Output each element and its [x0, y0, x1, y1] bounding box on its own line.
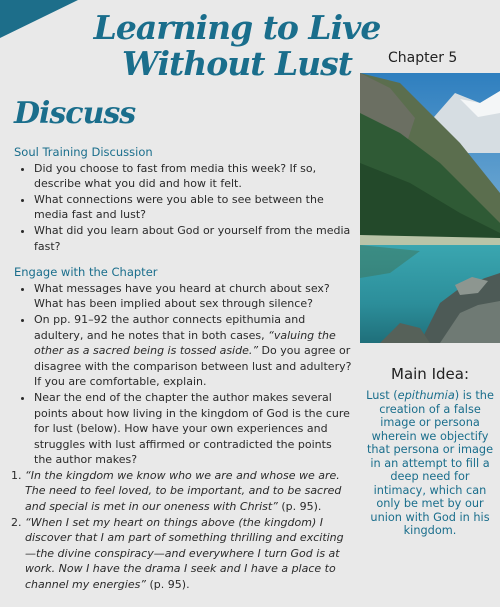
list-item: • Near the end of the chapter the author makes several points about how living in the kingdom of God is the cure for lust (below). How have your own experiences and struggles with lust affirmed or contradicted the points the author makes?: [34, 390, 352, 468]
numbered-item-cite: (p. 95).: [277, 500, 322, 514]
numbered-item-quote: “In the kingdom we know who we are and whose we are. The need to feel loved, to be important, and to be sacred and special is met in our oneness with Christ”: [25, 468, 342, 514]
soul-training-heading: Soul Training Discussion: [14, 145, 153, 159]
list-item: • What did you learn about God or yourself from the media fast?: [34, 223, 352, 254]
numbered-item-cite: (p. 95).: [146, 578, 190, 592]
main-idea-text-end: ) is the creation of a false image or persona wherein we objectify that persona or image in an attempt to fill a deep need for intimacy, which can only be met by our union with God in his kingdom.: [366, 389, 494, 537]
list-item: • Did you choose to fast from media this week? If so, describe what you did and how it felt.: [34, 161, 352, 192]
soul-training-list: [14, 161, 352, 255]
list-item-quote: “valuing the other as a sacred being is tossed aside.”: [34, 328, 336, 358]
title-line-1: Learning to Live: [93, 8, 381, 47]
main-idea-text-start: Lust (: [366, 389, 398, 402]
engage-heading: Engage with the Chapter: [14, 265, 158, 280]
mountain-lake-photo: [360, 73, 500, 343]
corner-accent: [0, 0, 78, 38]
page-title: [92, 10, 382, 82]
discuss-heading: Discuss: [14, 96, 136, 131]
mountain-lake-illustration: [360, 73, 500, 343]
list-item: [34, 312, 352, 390]
title-line-2: Without Lust: [121, 44, 352, 83]
chapter-label: Chapter 5: [388, 50, 458, 66]
main-idea-box: [360, 365, 500, 538]
numbered-item: [25, 468, 352, 515]
engage-list: [14, 281, 352, 468]
list-item-text: On pp. 91–92 the author connects epithumia and adultery, and he notes that in both cases,: [34, 312, 306, 342]
numbered-item-quote: “When I set my heart on things above (the kingdom) I discover that I am part of something thrilling and exciting—the divine conspiracy—and everywhere I turn God is at work. Now I have the drama I seek and I have a place to channel my energies”: [25, 515, 344, 592]
main-idea-text: [360, 389, 500, 538]
numbered-item: [25, 515, 352, 593]
list-item: • What connections were you able to see between the media fast and lust?: [34, 192, 352, 223]
list-item: • What messages have you heard at church about sex? What has been implied about sex through silence?: [34, 281, 352, 312]
main-idea-heading: Main Idea:: [391, 365, 469, 383]
kingdom-points-list: [14, 468, 352, 593]
main-idea-term: epithumia: [397, 389, 455, 402]
discussion-content: [14, 145, 352, 593]
list-item-text-tail: Do you agree or disagree with the comparison between lust and adultery? If you are comfortable, explain.: [34, 344, 352, 389]
